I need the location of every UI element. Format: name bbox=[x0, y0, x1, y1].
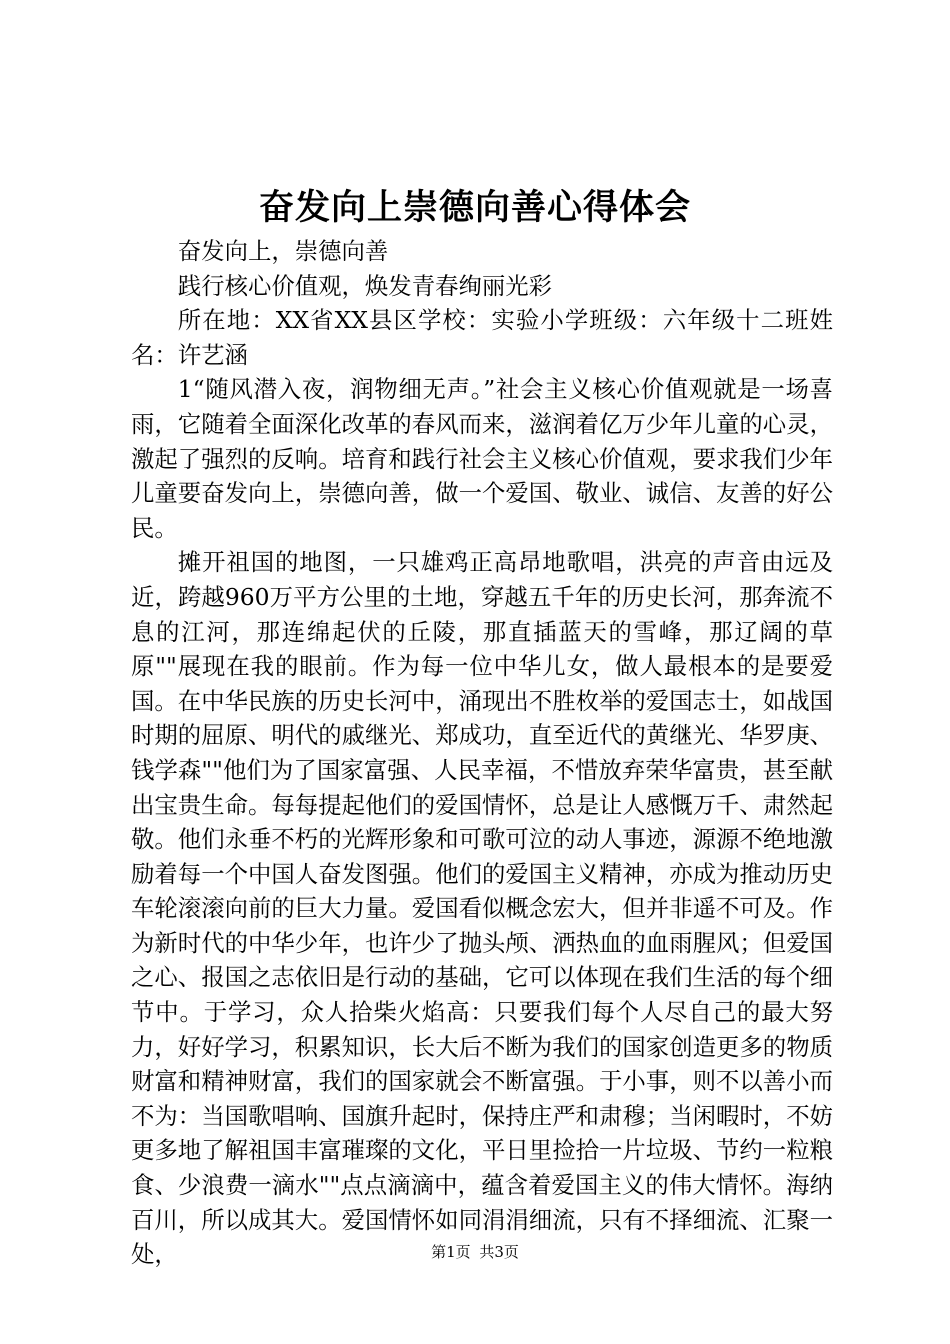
paragraph-theme: 践行核心价值观，焕发青春绚丽光彩 bbox=[177, 271, 553, 300]
document-title: 奋发向上崇德向善心得体会 bbox=[258, 187, 691, 228]
paragraph-author-info: 所在地：XX省XX县区学校：实验小学班级：六年级十二班姓名：许艺涵 bbox=[131, 306, 833, 369]
page-number-footer: 第1页 共3页 bbox=[431, 1243, 519, 1261]
paragraph-subtitle: 奋发向上，崇德向善 bbox=[177, 237, 389, 265]
document-body bbox=[131, 234, 833, 1272]
paragraph-intro: 1“随风潜入夜，润物细无声。”社会主义核心价值观就是一场喜雨，它随着全面深化改革的春风而来，滋润着亿万少年儿童的心灵，激起了强烈的反响。培育和践行社会主义核心价值观，要求我们少年儿童要奋发向上，崇德向善，做一个爱国、敬业、诚信、友善的好公民。 bbox=[131, 375, 833, 542]
paragraph-patriotism: 摊开祖国的地图，一只雄鸡正高昂地歌唱，洪亮的声音由远及近，跨越960万平方公里的土地，穿越五千年的历史长河，那奔流不息的江河，那连绵起伏的丘陵，那直插蓝天的雪峰，那辽阔的草原""展现在我的眼前。作为每一位中华儿女，做人最根本的是要爱国。在中华民族的历史长河中，涌现出不胜枚举的爱国志士，如战国时期的屈原、明代的戚继光、郑成功，直至近代的黄继光、华罗庚、钱学森""他们为了国家富强、人民幸福，不惜放弃荣华富贵，甚至献出宝贵生命。每每提起他们的爱国情怀，总是让人感慨万千、肃然起敬。他们永垂不朽的光辉形象和可歌可泣的动人事迹，源源不绝地激励着每一个中国人奋发图强。他们的爱国主义精神，亦成为推动历史车轮滚滚向前的巨大力量。爱国看似概念宏大，但并非遥不可及。作为新时代的中华少年，也许少了抛头颅、洒热血的血雨腥风；但爱国之心、报国之志依旧是行动的基础，它可以体现在我们生活的每个细节中。于学习，众人拾柴火焰高：只要我们每个人尽自己的最大努力，好好学习，积累知识，长大后不断为我们的国家创造更多的物质财富和精神财富，我们的国家就会不断富强。于小事，则不以善小而不为：当国歌唱响、国旗升起时，保持庄严和肃穆；当闲暇时，不妨更多地了解祖国丰富璀璨的文化，平日里捡拾一片垃圾、节约一粒粮食、少浪费一滴水""点点滴滴中，蕴含着爱国主义的伟大情怀。海纳百川，所以成其大。爱国情怀如同涓涓细流，只有不择细流、汇聚一处， bbox=[131, 548, 833, 1269]
